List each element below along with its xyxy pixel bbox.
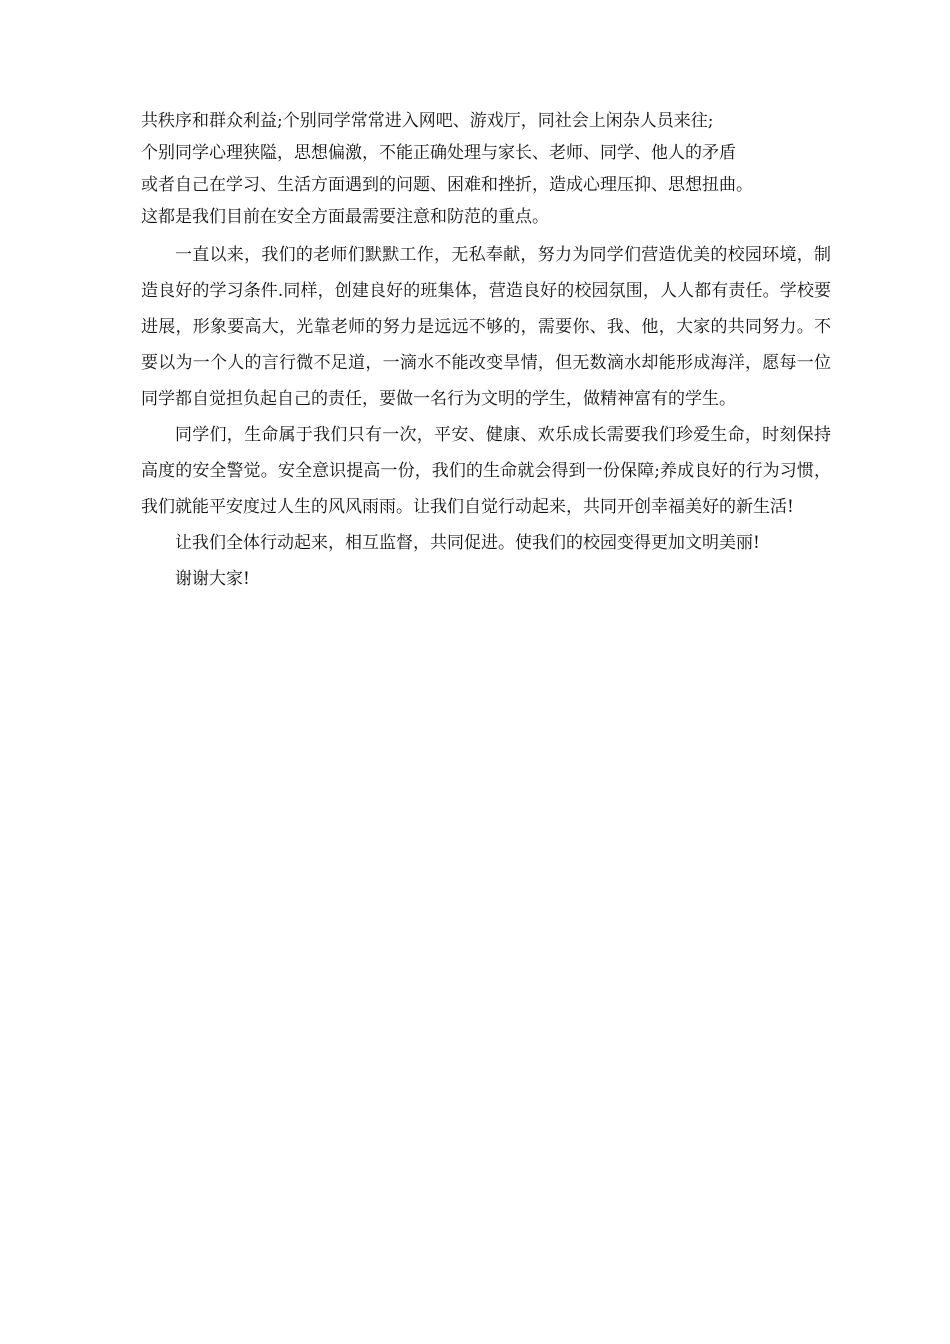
paragraph: 同学们，生命属于我们只有一次，平安、健康、欢乐成长需要我们珍爱生命，时刻保持高度的安全警觉。安全意识提高一份，我们的生命就会得到一份保障;养成良好的行为习惯，我们就能平安度过人生的风风雨雨。让我们自觉行动起来，共同开创幸福美好的新生活! <box>141 425 831 517</box>
closing-line: 谢谢大家! <box>175 569 250 589</box>
paragraph: 让我们全体行动起来，相互监督，共同促进。使我们的校园变得更加文明美丽! <box>175 533 760 553</box>
text-line: 个别同学心理狭隘，思想偏激，不能正确处理与家长、老师、同学、他人的矛盾 <box>141 143 736 163</box>
text-line: 共秩序和群众利益;个别同学常常进入网吧、游戏厅，同社会上闲杂人员来往; <box>141 111 714 131</box>
text-line: 这都是我们目前在安全方面最需要注意和防范的重点。 <box>141 207 549 227</box>
paragraph: 一直以来，我们的老师们默默工作，无私奉献，努力为同学们营造优美的校园环境，制造良好的学习条件.同样，创建良好的班集体，营造良好的校园氛围，人人都有责任。学校要进展，形象要高大，光靠老师的努力是远远不够的，需要你、我、他，大家的共同努力。不要以为一个人的言行微不足道，一滴水不能改变旱情，但无数滴水却能形成海洋，愿每一位同学都自觉担负起自己的责任，要做一名行为文明的学生，做精神富有的学生。 <box>141 245 831 409</box>
document-body <box>141 105 831 597</box>
text-line: 或者自己在学习、生活方面遇到的问题、困难和挫折，造成心理压抑、思想扭曲。 <box>141 175 753 195</box>
